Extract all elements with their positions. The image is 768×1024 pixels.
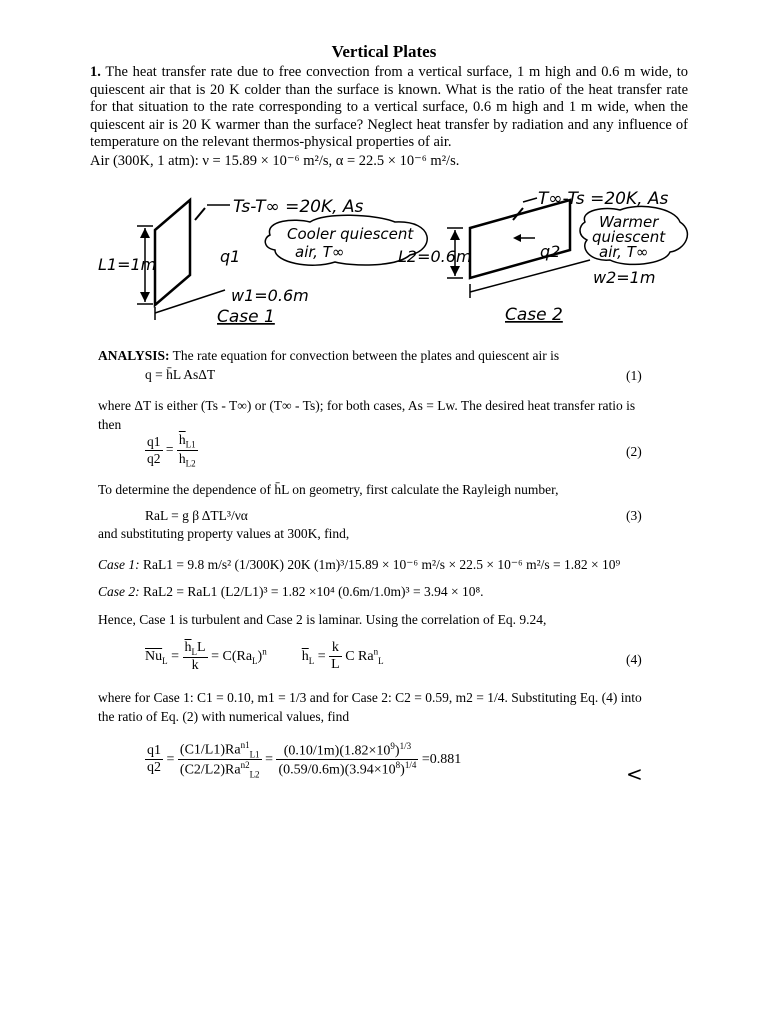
analysis-intro-text: The rate equation for convection between the plates and quiescent air is bbox=[172, 348, 560, 363]
equation-4: $\overline{Nu}_L$ = $\frac{\overline{h}_LL}{k}$ = $C(Ra_L)^n$ $\overline{h}_L$ = $\frac{k}{L}$ C $Ra^n_L$ bbox=[145, 640, 384, 673]
case1-caption: Case 1 bbox=[217, 307, 275, 327]
case2-caption: Case 2 bbox=[505, 305, 563, 325]
case1-q-label: q1 bbox=[220, 247, 241, 266]
case2-bubble-line2: quiescent bbox=[592, 228, 666, 246]
answer-marker: < bbox=[626, 762, 643, 786]
case2-q-label: q2 bbox=[540, 242, 561, 261]
case2-bubble-line3: air, T∞ bbox=[599, 243, 649, 261]
hence-text: Hence, Case 1 is turbulent and Case 2 is laminar. Using the correlation of Eq. 9.24, bbox=[98, 612, 547, 627]
air-properties: Air (300K, 1 atm): ν = 15.89 × 10⁻⁶ m²/s, α = 22.5 × 10⁻⁶ m²/s. bbox=[90, 153, 460, 169]
case2-bubble-line1: Warmer bbox=[599, 213, 659, 231]
equation-1: q = h̄L AsΔT bbox=[145, 367, 216, 382]
case2-temp-label: T∞-Ts =20K, As bbox=[538, 189, 669, 209]
case1-bubble-line1: Cooler quiescent bbox=[287, 225, 414, 243]
case1-plate bbox=[155, 200, 190, 305]
case2-rayleigh-label: Case 2: bbox=[98, 584, 140, 599]
case1-bubble-line2: air, T∞ bbox=[295, 243, 345, 261]
equation-1-number: (1) bbox=[626, 368, 642, 383]
case1-rayleigh-eq: RaL1 = 9.8 m/s² (1/300K) 20K (1m)³/15.89 × 10⁻⁶ m²/s × 22.5 × 10⁻⁶ m²/s = 1.82 × 10⁹ bbox=[143, 557, 621, 572]
cases-figure bbox=[95, 180, 695, 330]
problem-number: 1. bbox=[90, 64, 101, 80]
final-result: =0.881 bbox=[421, 752, 462, 768]
equation-3-number: (3) bbox=[626, 508, 642, 523]
case1-rayleigh bbox=[98, 555, 658, 574]
analysis-heading: ANALYSIS: bbox=[98, 348, 170, 363]
analysis-intro bbox=[98, 346, 658, 365]
case2-width-label: w2=1m bbox=[593, 268, 656, 287]
case1-height-label: L1=1m bbox=[98, 255, 157, 274]
problem-statement bbox=[90, 64, 688, 152]
equation-2-number: (2) bbox=[626, 444, 642, 459]
case2-rayleigh-eq: RaL2 = RaL1 (L2/L1)³ = 1.82 ×10⁴ (0.6m/1.0m)³ = 3.94 × 10⁸. bbox=[143, 584, 484, 599]
case1-temp-label: Ts-T∞ =20K, As bbox=[233, 197, 364, 217]
final-ratio-equation: $\frac{q1}{q2}$ = $\frac{(C1/L1)Ra^{n1}_{L1}}{(C2/L2)Ra^{n2}_{L2}}$ = $\frac{(0.10/1m)(1.82\times 10^9)^{1/3}}{(0.59/0.6m)(3.94\times 10^8)^{1/4}}$ =0.881 bbox=[147, 740, 462, 780]
case2-height-label: L2=0.6m bbox=[398, 247, 472, 266]
page-title: Vertical Plates bbox=[331, 42, 437, 61]
rayleigh-intro: To determine the dependence of h̄L on geometry, first calculate the Rayleigh number, bbox=[98, 482, 559, 497]
equation-3: RaL = g β ΔTL³/να bbox=[145, 508, 248, 523]
where-text-1: where ΔT is either (Ts - T∞) or (T∞ - Ts); for both cases, As = Lw. The desired heat transfer ratio is then bbox=[98, 398, 636, 432]
equation-2: $\frac{q1}{q2}$ = $\frac{\overline{h}_{L1}}{\overline{h}_{L2}}$ bbox=[147, 432, 196, 469]
case2-rayleigh bbox=[98, 582, 658, 601]
substitution-text: and substituting property values at 300K, find, bbox=[98, 526, 350, 541]
where-text-2: where for Case 1: C1 = 0.10, m1 = 1/3 and for Case 2: C2 = 0.59, m2 = 1/4. Substituting Eq. (4) into the ratio of Eq. (2) with numerical values, find bbox=[98, 690, 642, 724]
equation-4-number: (4) bbox=[626, 652, 642, 667]
case1-width-label: w1=0.6m bbox=[231, 286, 309, 305]
case1-rayleigh-label: Case 1: bbox=[98, 557, 140, 572]
problem-text: The heat transfer rate due to free convection from a vertical surface, 1 m high and 0.6 m wide, to quiescent air that is 20 K colder than the surface is known. What is the ratio of the heat transfer rate for that situation to the rate corresponding to a vertical surface, 0.6 m high and 1 m wide, when the quiescent air is 20 K warmer than the surface? Neglect heat transfer by radiation and any influence of temperature on the relevant thermos-physical properties of air. bbox=[90, 64, 688, 150]
